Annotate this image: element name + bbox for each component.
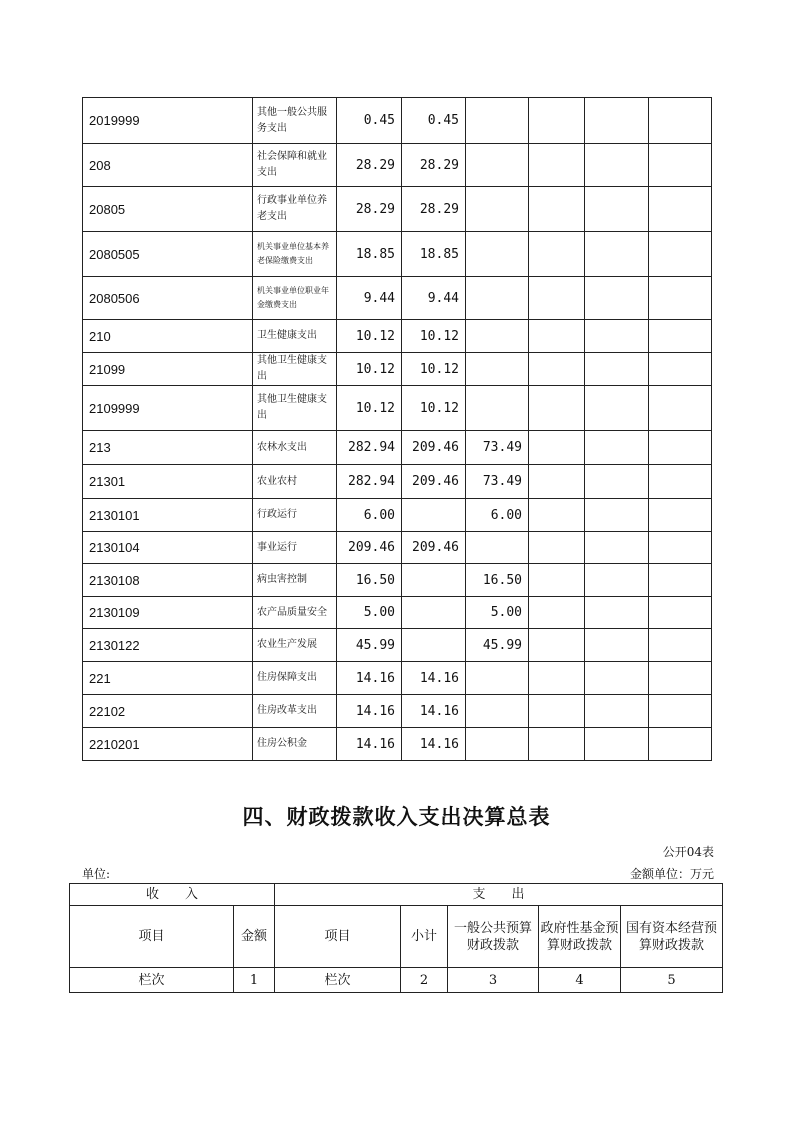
table-row	[83, 232, 712, 277]
function-name: 事业运行	[253, 532, 337, 564]
function-code: 2130101	[83, 499, 253, 532]
function-name: 农林水支出	[253, 431, 337, 465]
table-row	[83, 465, 712, 499]
empty-cell	[585, 144, 649, 187]
basic-expenditure: 28.29	[402, 144, 466, 187]
empty-cell	[649, 564, 712, 597]
project-expenditure	[466, 98, 529, 144]
empty-cell	[585, 499, 649, 532]
function-code: 21099	[83, 353, 253, 386]
total-amount: 45.99	[337, 629, 402, 662]
function-code: 21301	[83, 465, 253, 499]
basic-expenditure	[402, 597, 466, 629]
basic-expenditure: 10.12	[402, 386, 466, 431]
expense-header: 支 出	[275, 884, 723, 906]
empty-cell	[585, 532, 649, 564]
empty-cell	[649, 98, 712, 144]
section-title: 四、财政拨款收入支出决算总表	[242, 805, 551, 829]
empty-cell	[529, 232, 585, 277]
project-expenditure	[466, 532, 529, 564]
basic-expenditure: 14.16	[402, 662, 466, 695]
project-expenditure	[466, 662, 529, 695]
function-code: 221	[83, 662, 253, 695]
total-amount: 14.16	[337, 728, 402, 761]
total-amount: 28.29	[337, 187, 402, 232]
table-row	[83, 728, 712, 761]
function-name: 机关事业单位基本养老保险缴费支出	[253, 232, 337, 277]
income-amount-header: 金额	[234, 906, 275, 968]
function-code: 2130104	[83, 532, 253, 564]
table-row	[83, 353, 712, 386]
function-name: 农产品质量安全	[253, 597, 337, 629]
empty-cell	[585, 386, 649, 431]
empty-cell	[529, 465, 585, 499]
function-name: 其他卫生健康支出	[253, 386, 337, 431]
project-expenditure: 45.99	[466, 629, 529, 662]
basic-expenditure: 10.12	[402, 353, 466, 386]
table-row	[83, 144, 712, 187]
function-name: 住房保障支出	[253, 662, 337, 695]
table-row	[83, 386, 712, 431]
project-expenditure: 16.50	[466, 564, 529, 597]
empty-cell	[649, 144, 712, 187]
column-number: 4	[539, 968, 621, 993]
empty-cell	[529, 277, 585, 320]
project-expenditure	[466, 728, 529, 761]
empty-cell	[585, 597, 649, 629]
function-name: 卫生健康支出	[253, 320, 337, 353]
table-row	[83, 695, 712, 728]
function-code: 2019999	[83, 98, 253, 144]
basic-expenditure: 209.46	[402, 465, 466, 499]
empty-cell	[649, 187, 712, 232]
empty-cell	[585, 695, 649, 728]
empty-cell	[529, 320, 585, 353]
function-code: 22102	[83, 695, 253, 728]
function-code: 2130108	[83, 564, 253, 597]
total-amount: 282.94	[337, 465, 402, 499]
empty-cell	[529, 144, 585, 187]
expenditure-detail-table	[82, 97, 712, 761]
total-amount: 5.00	[337, 597, 402, 629]
function-code: 213	[83, 431, 253, 465]
empty-cell	[529, 532, 585, 564]
column-label: 栏次	[70, 968, 234, 993]
total-amount: 10.12	[337, 320, 402, 353]
income-header: 收 入	[70, 884, 275, 906]
project-expenditure	[466, 353, 529, 386]
total-amount: 9.44	[337, 277, 402, 320]
function-code: 2210201	[83, 728, 253, 761]
expense-item-header: 项目	[275, 906, 401, 968]
project-expenditure: 73.49	[466, 465, 529, 499]
function-code: 2130109	[83, 597, 253, 629]
total-amount: 14.16	[337, 695, 402, 728]
total-amount: 14.16	[337, 662, 402, 695]
empty-cell	[529, 728, 585, 761]
function-code: 20805	[83, 187, 253, 232]
empty-cell	[585, 232, 649, 277]
table-row	[83, 431, 712, 465]
empty-cell	[585, 465, 649, 499]
empty-cell	[649, 532, 712, 564]
empty-cell	[529, 662, 585, 695]
empty-cell	[529, 564, 585, 597]
total-amount: 282.94	[337, 431, 402, 465]
project-expenditure	[466, 232, 529, 277]
function-name: 病虫害控制	[253, 564, 337, 597]
empty-cell	[529, 431, 585, 465]
empty-cell	[649, 431, 712, 465]
total-amount: 6.00	[337, 499, 402, 532]
table-row	[83, 277, 712, 320]
empty-cell	[585, 629, 649, 662]
project-expenditure	[466, 277, 529, 320]
function-name: 其他一般公共服务支出	[253, 98, 337, 144]
total-amount: 209.46	[337, 532, 402, 564]
project-expenditure: 5.00	[466, 597, 529, 629]
basic-expenditure: 209.46	[402, 431, 466, 465]
table-row	[83, 597, 712, 629]
table-row	[83, 320, 712, 353]
empty-cell	[585, 431, 649, 465]
basic-expenditure: 0.45	[402, 98, 466, 144]
empty-cell	[585, 564, 649, 597]
empty-cell	[649, 353, 712, 386]
project-expenditure	[466, 320, 529, 353]
empty-cell	[649, 386, 712, 431]
function-name: 农业农村	[253, 465, 337, 499]
table-row	[83, 532, 712, 564]
gov-fund-header: 政府性基金预算财政拨款	[539, 906, 621, 968]
basic-expenditure: 28.29	[402, 187, 466, 232]
table-row	[83, 499, 712, 532]
table-row	[83, 98, 712, 144]
column-number: 1	[234, 968, 275, 993]
function-name: 机关事业单位职业年金缴费支出	[253, 277, 337, 320]
total-amount: 10.12	[337, 353, 402, 386]
function-name: 住房改革支出	[253, 695, 337, 728]
basic-expenditure: 209.46	[402, 532, 466, 564]
subtotal-header: 小计	[401, 906, 448, 968]
income-item-header: 项目	[70, 906, 234, 968]
total-amount: 10.12	[337, 386, 402, 431]
empty-cell	[649, 597, 712, 629]
empty-cell	[529, 386, 585, 431]
empty-cell	[585, 662, 649, 695]
empty-cell	[649, 629, 712, 662]
function-code: 2080505	[83, 232, 253, 277]
empty-cell	[649, 465, 712, 499]
empty-cell	[529, 98, 585, 144]
total-amount: 16.50	[337, 564, 402, 597]
project-expenditure	[466, 144, 529, 187]
column-number: 2	[401, 968, 448, 993]
function-code: 2080506	[83, 277, 253, 320]
basic-expenditure: 14.16	[402, 728, 466, 761]
empty-cell	[529, 187, 585, 232]
table-row	[83, 629, 712, 662]
basic-expenditure: 9.44	[402, 277, 466, 320]
empty-cell	[649, 695, 712, 728]
empty-cell	[585, 277, 649, 320]
empty-cell	[529, 695, 585, 728]
function-code: 210	[83, 320, 253, 353]
empty-cell	[649, 662, 712, 695]
table-row	[83, 187, 712, 232]
function-name: 住房公积金	[253, 728, 337, 761]
project-expenditure	[466, 187, 529, 232]
empty-cell	[649, 499, 712, 532]
basic-expenditure	[402, 564, 466, 597]
project-expenditure	[466, 695, 529, 728]
empty-cell	[585, 320, 649, 353]
table-row	[83, 662, 712, 695]
total-amount: 18.85	[337, 232, 402, 277]
function-code: 208	[83, 144, 253, 187]
column-label: 栏次	[275, 968, 401, 993]
function-code: 2109999	[83, 386, 253, 431]
empty-cell	[649, 728, 712, 761]
empty-cell	[529, 353, 585, 386]
empty-cell	[585, 98, 649, 144]
function-name: 行政运行	[253, 499, 337, 532]
empty-cell	[649, 320, 712, 353]
function-name: 行政事业单位养老支出	[253, 187, 337, 232]
function-name: 农业生产发展	[253, 629, 337, 662]
table-number: 公开04表	[662, 845, 714, 859]
general-budget-header: 一般公共预算财政拨款	[448, 906, 539, 968]
project-expenditure: 6.00	[466, 499, 529, 532]
column-number: 5	[621, 968, 723, 993]
empty-cell	[649, 232, 712, 277]
empty-cell	[585, 187, 649, 232]
total-amount: 0.45	[337, 98, 402, 144]
empty-cell	[529, 597, 585, 629]
basic-expenditure	[402, 629, 466, 662]
empty-cell	[649, 277, 712, 320]
empty-cell	[529, 629, 585, 662]
project-expenditure	[466, 386, 529, 431]
basic-expenditure: 10.12	[402, 320, 466, 353]
column-number: 3	[448, 968, 539, 993]
unit-label: 单位:	[82, 867, 111, 881]
basic-expenditure: 14.16	[402, 695, 466, 728]
empty-cell	[585, 353, 649, 386]
fiscal-allocation-summary-table	[69, 883, 723, 993]
function-name: 社会保障和就业支出	[253, 144, 337, 187]
basic-expenditure: 18.85	[402, 232, 466, 277]
state-capital-header: 国有资本经营预算财政拨款	[621, 906, 723, 968]
function-code: 2130122	[83, 629, 253, 662]
empty-cell	[585, 728, 649, 761]
total-amount: 28.29	[337, 144, 402, 187]
function-name: 其他卫生健康支出	[253, 353, 337, 386]
basic-expenditure	[402, 499, 466, 532]
amount-unit-label: 金额单位：万元	[629, 867, 714, 881]
project-expenditure: 73.49	[466, 431, 529, 465]
empty-cell	[529, 499, 585, 532]
table-row	[83, 564, 712, 597]
